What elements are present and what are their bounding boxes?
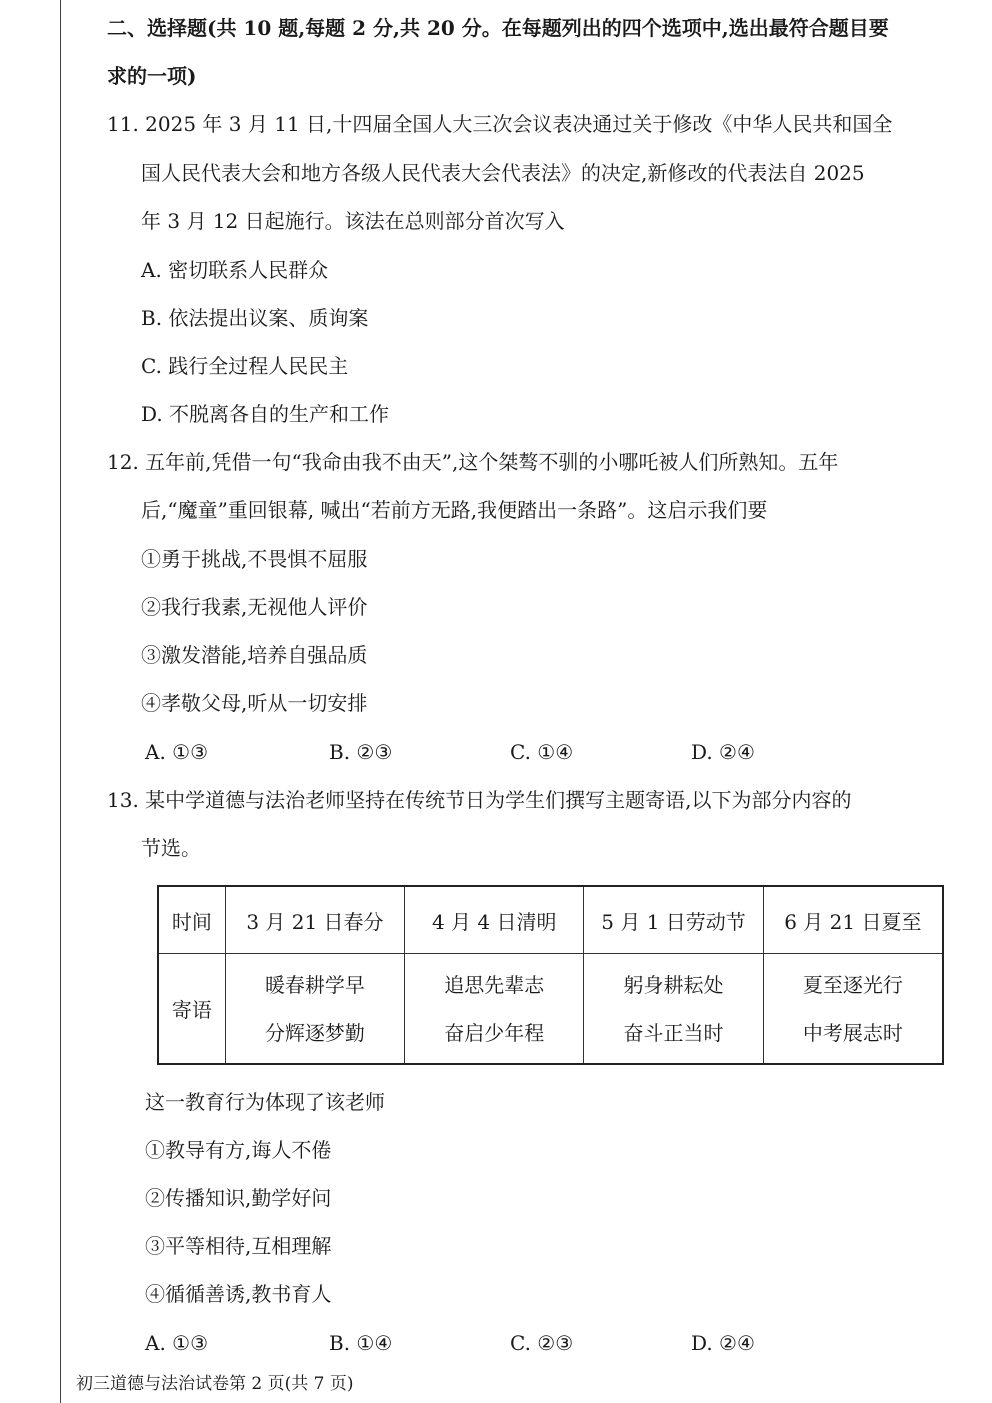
greeting-line: 暖春耕学早 <box>264 972 365 997</box>
row-label-time: 时间 <box>158 886 225 954</box>
q12-choice-b: B. ②③ <box>329 740 393 764</box>
greeting-xiazhi <box>763 954 943 1065</box>
table-row <box>158 886 943 954</box>
greeting-line: 奋启少年程 <box>444 1020 545 1045</box>
header-xiazhi: 6 月 21 日夏至 <box>763 886 943 954</box>
section-instruction-line1: 二、选择题(共 10 题,每题 2 分,共 20 分。在每题列出的四个选项中,选出最符合题目要 <box>107 16 889 40</box>
page-footer: 初三道德与法治试卷第 2 页(共 7 页) <box>76 1374 354 1394</box>
row-label-greeting: 寄语 <box>158 954 225 1065</box>
q11-stem-line2: 国人民代表大会和地方各级人民代表大会代表法》的决定,新修改的代表法自 2025 <box>141 161 865 185</box>
greeting-line: 追思先辈志 <box>444 972 545 997</box>
q13-choice-a: A. ①③ <box>145 1331 209 1355</box>
q11-option-c: C. 践行全过程人民民主 <box>141 354 349 378</box>
greeting-qingming <box>405 954 584 1065</box>
greeting-line: 分辉逐梦勤 <box>264 1020 365 1045</box>
greeting-laodongjie <box>584 954 763 1065</box>
q11-option-a: A. 密切联系人民群众 <box>141 258 329 282</box>
q12-choice-c: C. ①④ <box>510 740 574 764</box>
q12-stem-line2: 后,“魔童”重回银幕, 喊出“若前方无路,我便踏出一条路”。这启示我们要 <box>141 498 768 522</box>
q12-item-1: ①勇于挑战,不畏惧不屈服 <box>141 547 368 571</box>
q13-item-1: ①教导有方,诲人不倦 <box>145 1138 332 1162</box>
greeting-line: 奋斗正当时 <box>623 1020 724 1045</box>
q11-option-b: B. 依法提出议案、质询案 <box>141 306 369 330</box>
q13-stem-line1: 13. 某中学道德与法治老师坚持在传统节日为学生们撰写主题寄语,以下为部分内容的 <box>107 788 852 812</box>
section-instruction-line2: 求的一项) <box>107 64 197 88</box>
header-qingming: 4 月 4 日清明 <box>405 886 584 954</box>
q12-item-2: ②我行我素,无视他人评价 <box>141 595 368 619</box>
q13-stem-line2: 节选。 <box>141 836 201 860</box>
greeting-line: 夏至逐光行 <box>802 972 903 997</box>
q13-choice-c: C. ②③ <box>510 1331 574 1355</box>
q11-option-d: D. 不脱离各自的生产和工作 <box>141 402 390 426</box>
binding-line <box>60 0 61 1403</box>
q13-choice-d: D. ②④ <box>691 1331 755 1355</box>
header-laodongjie: 5 月 1 日劳动节 <box>584 886 763 954</box>
q13-item-3: ③平等相待,互相理解 <box>145 1234 332 1258</box>
q12-item-3: ③激发潜能,培养自强品质 <box>141 643 368 667</box>
q12-choice-d: D. ②④ <box>691 740 755 764</box>
greetings-table <box>157 885 944 1065</box>
greeting-line: 中考展志时 <box>802 1020 903 1045</box>
q13-question: 这一教育行为体现了该老师 <box>145 1090 385 1114</box>
q13-item-4: ④循循善诱,教书育人 <box>145 1282 332 1306</box>
greeting-chunfen <box>225 954 404 1065</box>
q12-stem-line1: 12. 五年前,凭借一句“我命由我不由天”,这个桀骜不驯的小哪吒被人们所熟知。五年 <box>107 450 839 474</box>
greeting-line: 躬身耕耘处 <box>623 972 724 997</box>
q12-item-4: ④孝敬父母,听从一切安排 <box>141 691 368 715</box>
q11-stem-line1: 11. 2025 年 3 月 11 日,十四届全国人大三次会议表决通过关于修改《中华人民共和国全 <box>107 112 893 136</box>
q13-item-2: ②传播知识,勤学好问 <box>145 1186 332 1210</box>
header-chunfen: 3 月 21 日春分 <box>225 886 404 954</box>
table-row <box>158 954 943 1065</box>
q13-choice-b: B. ①④ <box>329 1331 393 1355</box>
q12-choice-a: A. ①③ <box>145 740 209 764</box>
q11-stem-line3: 年 3 月 12 日起施行。该法在总则部分首次写入 <box>141 209 565 233</box>
